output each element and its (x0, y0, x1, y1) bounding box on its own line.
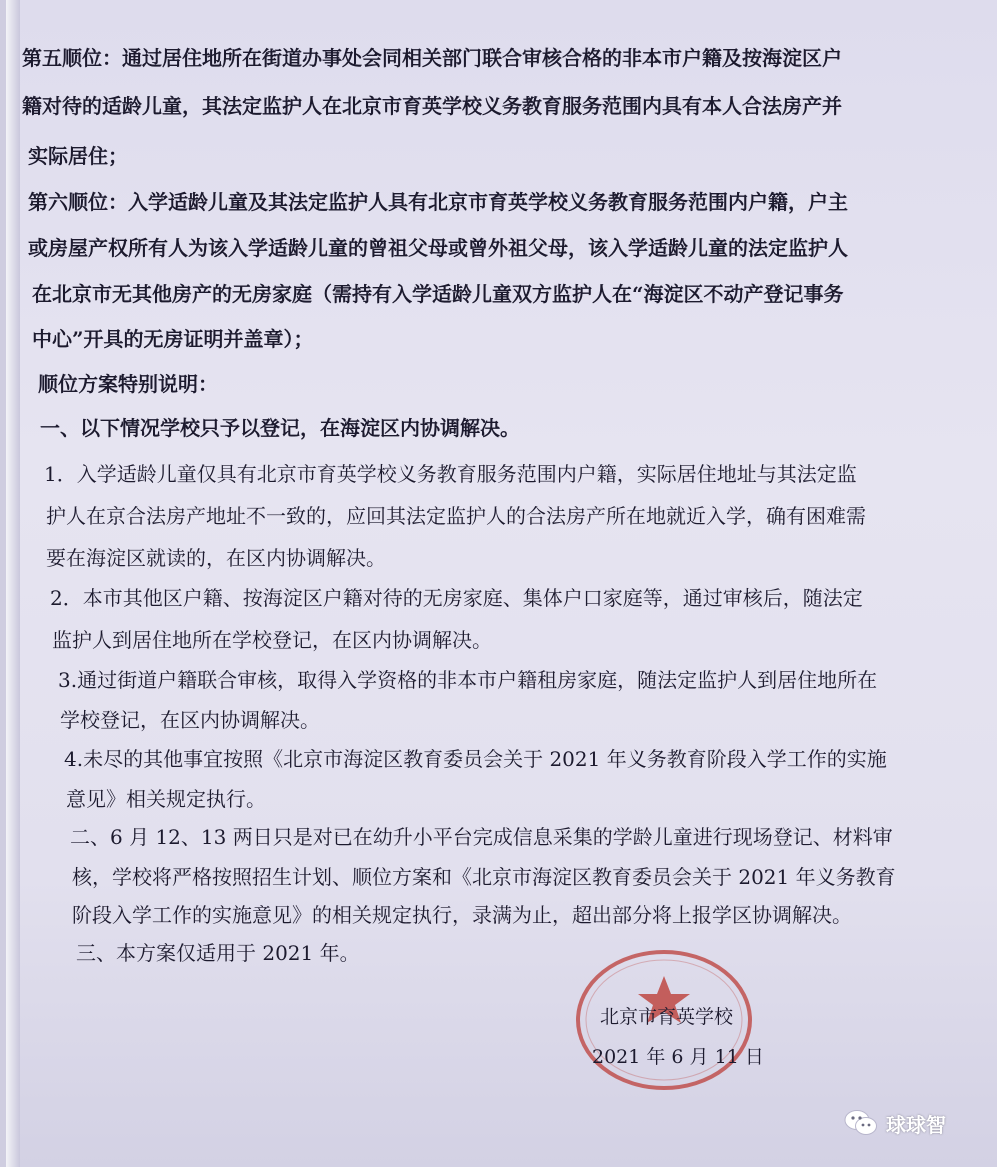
item-3-line-2: 学校登记，在区内协调解决。 (60, 708, 320, 732)
item-1-line-2: 护人在京合法房产地址不一致的，应回其法定监护人的合法房产所在地就近入学，确有困难需 (46, 504, 866, 528)
para-5-line-1 (22, 44, 842, 72)
para-6-lead: 第六顺位： (28, 190, 128, 214)
item-2-line-1: 2．本市其他区户籍、按海淀区户籍对待的无房家庭、集体户口家庭等，通过审核后，随法定 (50, 586, 863, 610)
watermark (844, 1107, 946, 1139)
item-1-line-1: 1．入学适龄儿童仅具有北京市育英学校义务教育服务范围内户籍，实际居住地址与其法定监 (44, 462, 857, 486)
special-notes-title: 顺位方案特别说明： (38, 372, 218, 396)
para-5-lead: 第五顺位： (22, 46, 122, 70)
section-two-line-2: 核，学校将严格按照招生计划、顺位方案和《北京市海淀区教育委员会关于 2021 年义务教育 (72, 865, 896, 889)
section-three-line: 三、本方案仅适用于 2021 年。 (76, 941, 360, 965)
wechat-icon (844, 1109, 878, 1137)
item-2-line-2: 监护人到居住地所在学校登记，在区内协调解决。 (52, 628, 492, 652)
paper-edge (6, 0, 20, 1167)
para-6-line-2: 或房屋产权所有人为该入学适龄儿童的曾祖父母或曾外祖父母，该入学适龄儿童的法定监护人 (28, 236, 848, 260)
item-4-line-2: 意见》相关规定执行。 (66, 787, 266, 811)
document-paper (6, 0, 997, 1167)
para-6-line-1 (28, 188, 848, 216)
signature-date: 2021 年 6 月 11 日 (592, 1046, 764, 1068)
para-5-line-2: 籍对待的适龄儿童，其法定监护人在北京市育英学校义务教育服务范围内具有本人合法房产并 (22, 94, 842, 118)
item-1-line-3: 要在海淀区就读的，在区内协调解决。 (46, 546, 386, 570)
signature-school: 北京市育英学校 (600, 1006, 734, 1028)
para-5-text: 通过居住地所在街道办事处会同相关部门联合审核合格的非本市户籍及按海淀区户 (122, 46, 842, 70)
section-one-heading: 一、以下情况学校只予以登记，在海淀区内协调解决。 (40, 416, 520, 440)
item-3-line-1: 3.通过街道户籍联合审核，取得入学资格的非本市户籍租房家庭，随法定监护人到居住地所在 (58, 668, 878, 692)
para-6-text: 入学适龄儿童及其法定监护人具有北京市育英学校义务教育服务范围内户籍，户主 (128, 190, 848, 214)
item-4-line-1: 4.未尽的其他事宜按照《北京市海淀区教育委员会关于 2021 年义务教育阶段入学工作的实施 (64, 747, 887, 771)
watermark-text: 球球智 (886, 1112, 946, 1137)
para-6-line-3: 在北京市无其他房产的无房家庭（需持有入学适龄儿童双方监护人在“海淀区不动产登记事务 (32, 282, 844, 306)
para-6-line-4: 中心”开具的无房证明并盖章）； (32, 327, 314, 351)
section-two-line-3: 阶段入学工作的实施意见》的相关规定执行，录满为止，超出部分将上报学区协调解决。 (72, 903, 852, 927)
para-5-line-3: 实际居住； (28, 144, 128, 168)
section-two-line-1: 二、6 月 12、13 两日只是对已在幼升小平台完成信息采集的学龄儿童进行现场登记、材料审 (70, 825, 893, 849)
